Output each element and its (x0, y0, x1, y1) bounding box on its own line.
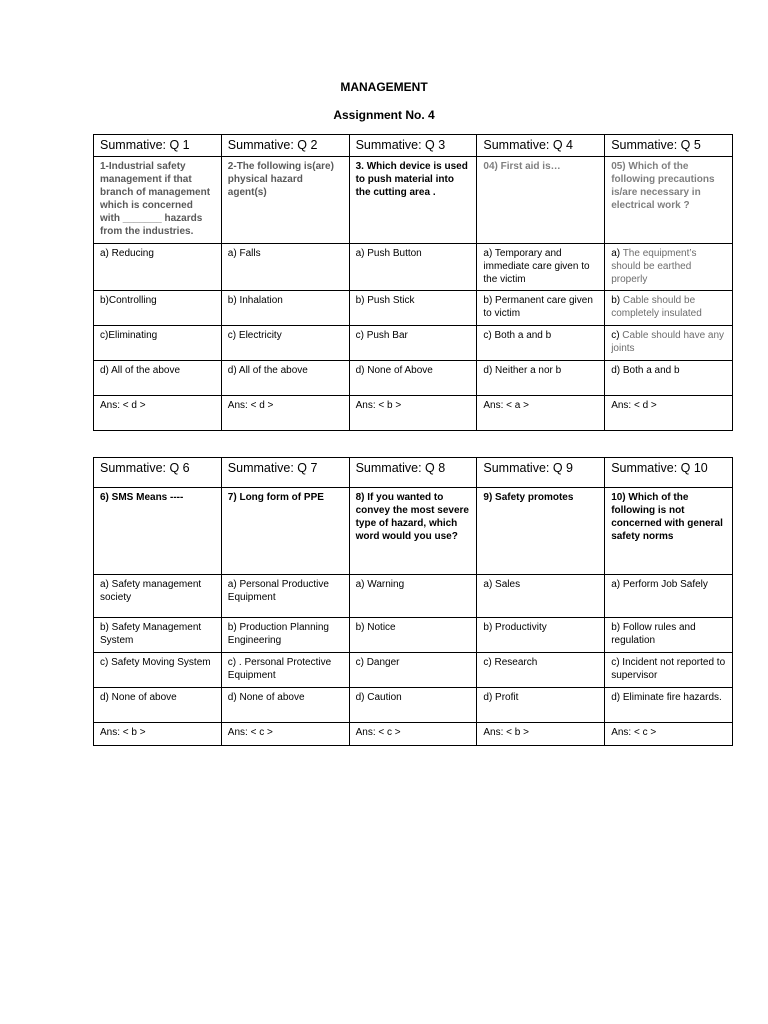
questions-table-2 (93, 457, 733, 746)
question-row (94, 488, 733, 575)
question-header-q8: Summative: Q 8 (349, 458, 477, 488)
question-header-q7: Summative: Q 7 (221, 458, 349, 488)
document-title: MANAGEMENT (340, 80, 428, 94)
option-d-q10: d) Eliminate fire hazards. (605, 688, 733, 723)
option-d-q8: d) Caution (349, 688, 477, 723)
answer-q2: Ans: < d > (221, 396, 349, 431)
answer-q4: Ans: < a > (477, 396, 605, 431)
option-a-q10: a) Perform Job Safely (605, 575, 733, 618)
option-c-q9: c) Research (477, 653, 605, 688)
option-d-row (94, 361, 733, 396)
answer-q7: Ans: < c > (221, 723, 349, 746)
option-c-q2: c) Electricity (221, 326, 349, 361)
option-d-q3: d) None of Above (349, 361, 477, 396)
question-text-q8: 8) If you wanted to convey the most severe type of hazard, which word would you use? (349, 488, 477, 575)
option-b-q9: b) Productivity (477, 618, 605, 653)
question-text-q9: 9) Safety promotes (477, 488, 605, 575)
header-row (94, 135, 733, 157)
option-c-q7: c) . Personal Protective Equipment (221, 653, 349, 688)
option-b-q5 (605, 291, 733, 326)
answer-q1: Ans: < d > (94, 396, 222, 431)
option-a-row (94, 244, 733, 291)
option-c-q10: c) Incident not reported to supervisor (605, 653, 733, 688)
question-text-q7: 7) Long form of PPE (221, 488, 349, 575)
option-b-q1: b)Controlling (94, 291, 222, 326)
question-text-q1: 1-Industrial safety management if that branch of management which is concerned with _______ hazards from the industries. (94, 157, 222, 244)
answer-q3: Ans: < b > (349, 396, 477, 431)
question-header-q3: Summative: Q 3 (349, 135, 477, 157)
option-a-q7: a) Personal Productive Equipment (221, 575, 349, 618)
option-a-row (94, 575, 733, 618)
option-a-q5 (605, 244, 733, 291)
question-text-q10: 10) Which of the following is not concerned with general safety norms (605, 488, 733, 575)
option-c-row (94, 326, 733, 361)
header-row (94, 458, 733, 488)
option-b-q2: b) Inhalation (221, 291, 349, 326)
question-header-q9: Summative: Q 9 (477, 458, 605, 488)
option-text: The equipment’s should be earthed properly (611, 248, 697, 285)
option-a-q4: a) Temporary and immediate care given to the victim (477, 244, 605, 291)
option-b-q10: b) Follow rules and regulation (605, 618, 733, 653)
question-header-q2: Summative: Q 2 (221, 135, 349, 157)
option-a-q6: a) Safety management society (94, 575, 222, 618)
question-header-q6: Summative: Q 6 (94, 458, 222, 488)
option-c-q6: c) Safety Moving System (94, 653, 222, 688)
answer-q9: Ans: < b > (477, 723, 605, 746)
answer-q10: Ans: < c > (605, 723, 733, 746)
option-c-q4: c) Both a and b (477, 326, 605, 361)
answer-row (94, 723, 733, 746)
option-text: Cable should have any joints (611, 330, 725, 354)
option-d-q6: d) None of above (94, 688, 222, 723)
question-text-q3: 3. Which device is used to push material into the cutting area . (349, 157, 477, 244)
question-text-q6: 6) SMS Means ---- (94, 488, 222, 575)
question-header-q4: Summative: Q 4 (477, 135, 605, 157)
option-c-q1: c)Eliminating (94, 326, 222, 361)
answer-q6: Ans: < b > (94, 723, 222, 746)
option-b-row (94, 618, 733, 653)
option-a-q2: a) Falls (221, 244, 349, 291)
option-d-q4: d) Neither a nor b (477, 361, 605, 396)
option-b-q3: b) Push Stick (349, 291, 477, 326)
option-text: Cable should be completely insulated (611, 295, 702, 319)
answer-q5: Ans: < d > (605, 396, 733, 431)
option-prefix: a) (611, 248, 623, 259)
document-subtitle: Assignment No. 4 (333, 108, 435, 122)
question-text-q4: 04) First aid is… (477, 157, 605, 244)
option-d-q2: d) All of the above (221, 361, 349, 396)
option-c-row (94, 653, 733, 688)
question-header-q5: Summative: Q 5 (605, 135, 733, 157)
option-b-row (94, 291, 733, 326)
option-d-q5: d) Both a and b (605, 361, 733, 396)
option-b-q4: b) Permanent care given to victim (477, 291, 605, 326)
option-c-q3: c) Push Bar (349, 326, 477, 361)
option-d-row (94, 688, 733, 723)
question-text-q2: 2-The following is(are) physical hazard agent(s) (221, 157, 349, 244)
question-row (94, 157, 733, 244)
question-header-q1: Summative: Q 1 (94, 135, 222, 157)
option-b-q6: b) Safety Management System (94, 618, 222, 653)
option-prefix: b) (611, 295, 623, 306)
option-prefix: c) (611, 330, 623, 341)
answer-q8: Ans: < c > (349, 723, 477, 746)
question-header-q10: Summative: Q 10 (605, 458, 733, 488)
option-d-q9: d) Profit (477, 688, 605, 723)
questions-table-1 (93, 134, 733, 431)
option-c-q5 (605, 326, 733, 361)
question-text-q5: 05) Which of the following precautions is/are necessary in electrical work ? (605, 157, 733, 244)
option-a-q1: a) Reducing (94, 244, 222, 291)
option-c-q8: c) Danger (349, 653, 477, 688)
option-d-q7: d) None of above (221, 688, 349, 723)
option-a-q8: a) Warning (349, 575, 477, 618)
answer-row (94, 396, 733, 431)
option-a-q9: a) Sales (477, 575, 605, 618)
option-d-q1: d) All of the above (94, 361, 222, 396)
option-a-q3: a) Push Button (349, 244, 477, 291)
option-b-q8: b) Notice (349, 618, 477, 653)
option-b-q7: b) Production Planning Engineering (221, 618, 349, 653)
